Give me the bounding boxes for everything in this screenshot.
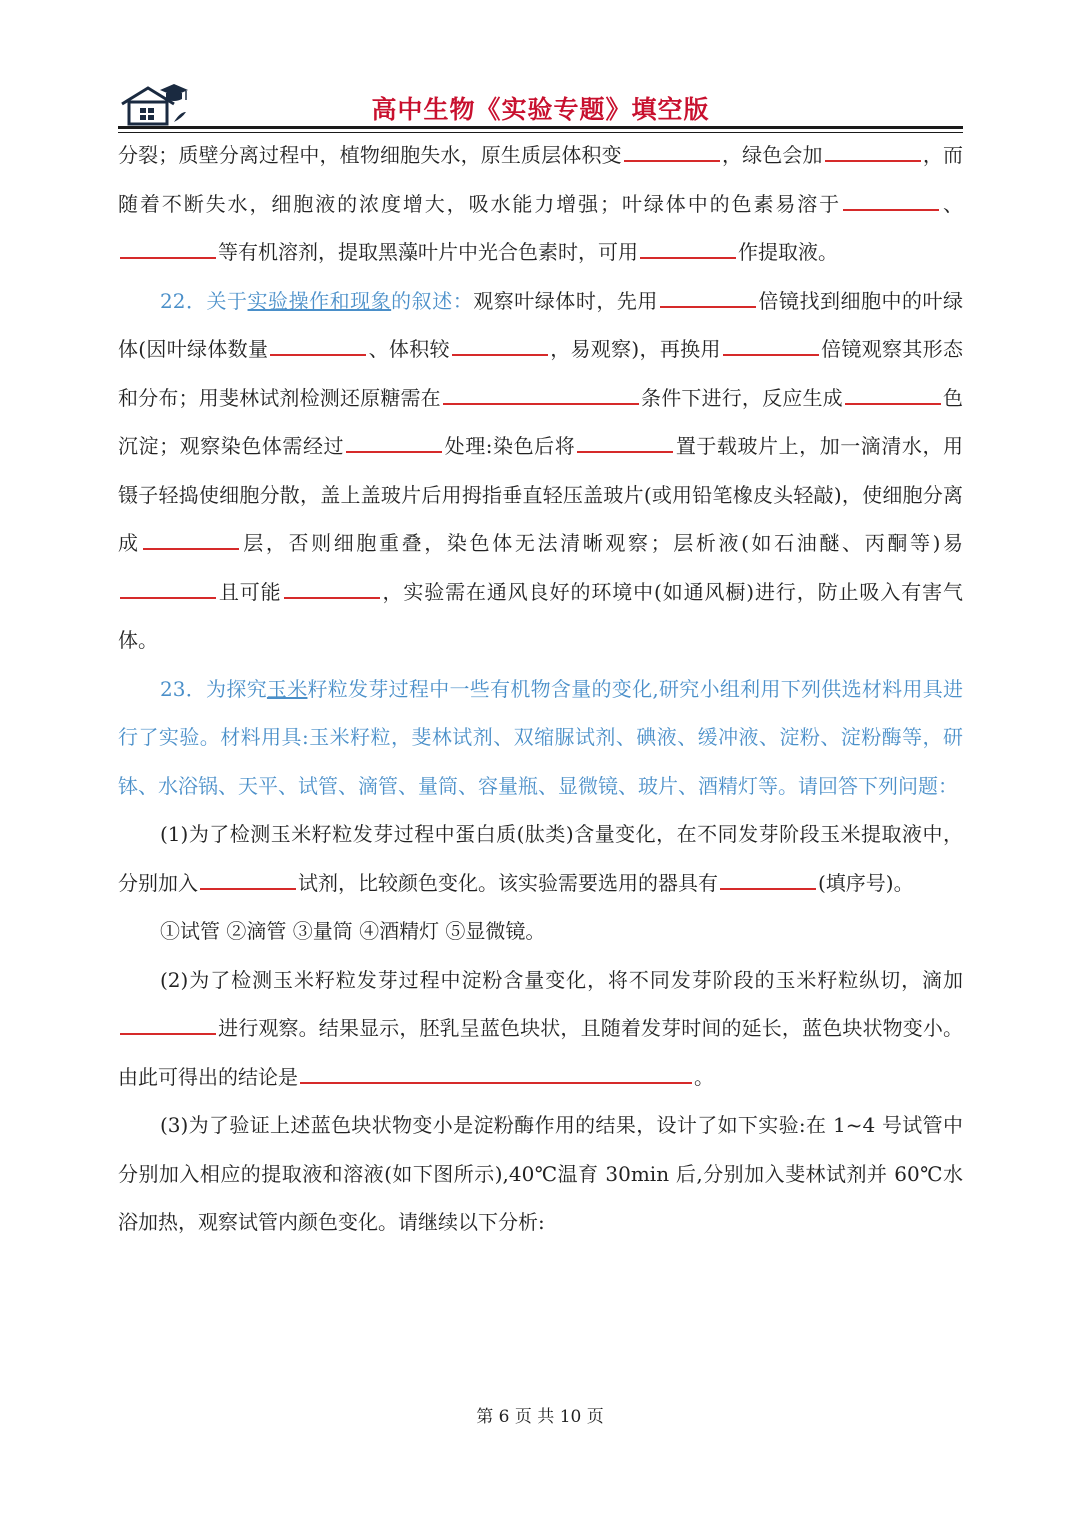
text-span: 且可能 <box>218 579 282 604</box>
fill-blank[interactable] <box>843 187 939 211</box>
fill-blank[interactable] <box>120 235 216 259</box>
question-stem: 为探究 <box>206 676 267 701</box>
text-span: 试剂，比较颜色变化。该实验需要选用的器具有 <box>298 870 718 895</box>
paragraph-continued <box>118 131 963 277</box>
text-span: 、体积较 <box>368 337 450 361</box>
fill-blank[interactable] <box>640 235 736 259</box>
text-span: 进行观察。结果显示，胚乳呈蓝色块状，且随着发芽时间的延长，蓝色块状物变小。由此可得出的结论是 <box>118 1016 963 1089</box>
text-span: 分裂；质壁分离过程中，植物细胞失水，原生质层体积变 <box>118 143 622 167</box>
fill-blank[interactable] <box>200 866 296 890</box>
text-span: 倍镜观察其形态和分布；用斐林试剂检测还原糖需在 <box>118 337 963 410</box>
fill-blank[interactable] <box>284 575 380 599</box>
question-23-part-1 <box>118 810 963 907</box>
text-span: (2)为了检测玉米籽粒发芽过程中淀粉含量变化，将不同发芽阶段的玉米籽粒纵切，滴加 <box>160 967 963 992</box>
text-span: 色沉淀；观察染色体需经过 <box>118 385 964 458</box>
text-span: 观察叶绿体时，先用 <box>473 288 658 313</box>
text-span: ，而随着不断失水，细胞液的浓度增大，吸水能力增强；叶绿体中的色素易溶于 <box>118 143 964 216</box>
topic-link[interactable]: 玉米 <box>266 676 308 701</box>
page-number: 第 6 页 共 10 页 <box>476 1407 604 1427</box>
question-23-part-2 <box>118 956 963 1102</box>
text-span: 等有机溶剂，提取黑藻叶片中光合色素时，可用 <box>218 240 638 264</box>
text-span: (1)为了检测玉米籽粒发芽过程中蛋白质(肽类)含量变化，在不同发芽阶段玉米提取液中，分别加入 <box>118 822 963 895</box>
fill-blank[interactable] <box>624 138 720 162</box>
question-stem: 籽粒发芽过程中一些有机物含量的变化,研究小组利用下列供选材料用具进行了实验。材料用具:玉米籽粒，斐林试剂、双缩脲试剂、碘液、缓冲液、淀粉、淀粉酶等，研钵、水浴锅、天平、试管、滴管、量筒、容量瓶、显微镜、玻片、酒精灯等。请回答下列问题： <box>118 676 964 798</box>
fill-blank[interactable] <box>120 575 216 599</box>
fill-blank[interactable] <box>577 429 673 453</box>
text-span: 置于载玻片上，加一滴清水，用镊子轻捣使细胞分散，盖上盖玻片后用拇指垂直轻压盖玻片(或用铅笔橡皮头轻敲)，使细胞分离成 <box>118 434 964 555</box>
fill-blank[interactable] <box>723 332 819 356</box>
fill-blank[interactable] <box>845 381 941 405</box>
question-number: 23． <box>160 676 207 701</box>
question-stem: 关于 <box>206 288 248 313</box>
text-span: ，绿色会加 <box>721 143 823 167</box>
fill-blank[interactable] <box>300 1060 692 1084</box>
text-span: 、 <box>941 191 964 216</box>
fill-blank[interactable] <box>825 138 921 162</box>
fill-blank[interactable] <box>443 381 639 405</box>
question-number: 22． <box>160 288 207 313</box>
header-rule-thick <box>118 126 963 129</box>
question-23-stem <box>118 665 963 811</box>
page-title: 高中生物《实验专题》填空版 <box>371 95 710 124</box>
fill-blank[interactable] <box>720 866 816 890</box>
text-span: ，易观察)，再换用 <box>549 337 721 361</box>
text-span: 倍镜找到细胞中的叶绿体(因叶绿体数量 <box>118 288 964 361</box>
text-span: 处理:染色后将 <box>444 434 576 458</box>
fill-blank[interactable] <box>143 526 239 550</box>
fill-blank[interactable] <box>452 332 548 356</box>
question-22 <box>118 277 963 665</box>
fill-blank[interactable] <box>120 1011 216 1035</box>
page-content <box>118 131 963 1247</box>
text-span: 作提取液。 <box>738 240 838 264</box>
fill-blank[interactable] <box>346 429 442 453</box>
topic-link[interactable]: 实验操作和现象 <box>247 288 392 313</box>
fill-blank[interactable] <box>660 284 756 308</box>
page-header <box>118 82 963 132</box>
fill-blank[interactable] <box>270 332 366 356</box>
text-span: 。 <box>694 1064 714 1089</box>
question-stem: 的叙述： <box>391 288 474 313</box>
text-span: 条件下进行，反应生成 <box>640 385 843 410</box>
text-span: 层，否则细胞重叠，染色体无法清晰观察；层析液(如石油醚、丙酮等)易 <box>240 531 964 555</box>
text-span: (填序号)。 <box>818 870 914 895</box>
question-23-options: ①试管 ②滴管 ③量筒 ④酒精灯 ⑤显微镜。 <box>160 919 546 943</box>
text-span: ，实验需在通风良好的环境中(如通风橱)进行，防止吸入有害气体。 <box>118 579 963 652</box>
question-23-part-3: (3)为了验证上述蓝色块状物变小是淀粉酶作用的结果，设计了如下实验:在 1~4 号试管中分别加入相应的提取液和溶液(如下图所示),40℃温育 30min 后,分别加入斐林试剂并 60℃水浴加热，观察试管内颜色变化。请继续以下分析: <box>118 1113 963 1234</box>
